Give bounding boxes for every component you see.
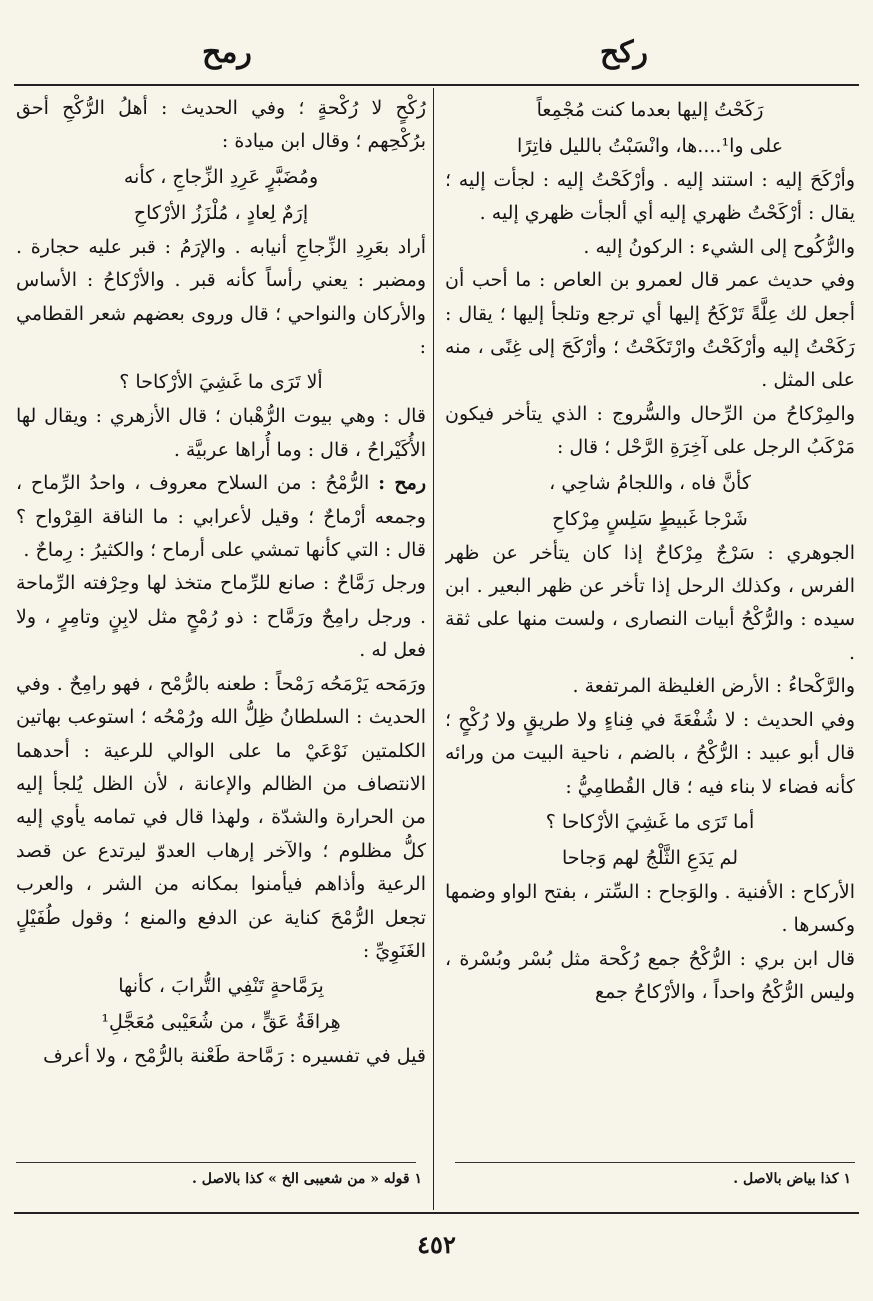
verse-line: أما تَرَى ما غَشِيَ الأرْكاحا ؟ [545,810,755,833]
paragraph: أراد بعَرِدِ الزِّجاجِ أنيابه . والإرَمُ : قبر عليه حجارة . ومضبر : يعني رأساً كأنه قبر . والأرْكاحُ : الأساس والأركان والنواحي ؛ قال وروى بعضهم شعر القطامي : [16,235,426,359]
verse-line: شَرْجا غَبيطٍ سَلِسٍ مِرْكاحِ [552,507,748,530]
footnote-left: ١ قوله « من شعيبى الخ » كذا بالاصل . [192,1171,422,1187]
paragraph: قال : وهي بيوت الرُّهْبان ؛ قال الأزهري : ويقال لها الأُكَيْراحُ ، قال : وما أُراها عربيَّة . [16,405,426,461]
entry-headword: رمح : [378,472,426,495]
verse-line: إرَمٌ لِعادٍ ، مُلْزَزُ الأرْكاحِ [133,201,309,224]
header-root-right: ركح [599,35,648,70]
verse-line: بِرَمَّاحةٍ تَنْفِي التُّرابَ ، كأنها [118,975,324,998]
page-number: ٤٥٢ [417,1230,456,1259]
paragraph: وأرْكَحَ إليه : استند إليه . وأرْكَحْتُ إليه : لجأت إليه ؛ يقال : أرْكَحْتُ ظهري إليه أي ألجأت ظهري إليه . [445,169,855,225]
paragraph: الأركاح : الأفنية . والوَجاح : السِّتر ، بفتح الواو وضمها وكسرها . [445,880,855,937]
paragraph: ورَمَحه يَرْمَحُه رَمْحاً : طعنه بالرُّمْح ، فهو رامِحٌ . وفي الحديث : السلطانُ ظِلُّ الله ورُمْحُه ؛ استوعب بهاتين الكلمتين نَوْعَيْ ما على الوالي للرعية : أحدهما الانتصاف من الظالم والإعانة ، لأن الظل يُلجأ إليه من الحرارة والشدّة ، ولهذا قال في تمامه يأوي إليه كلُّ مظلوم ؛ والآخر إرهاب العدوّ ليرتدع عن قصد الرعية وأذاهم فيأمنوا بمكانه من الشر ، والعرب تجعل الرُّمْحَ كناية عن الدفع والمنع ؛ وقول طُفَيْلٍ الغَنَوِيِّ : [16,672,426,962]
verse-line: على وا¹....ها، وانْسَبْتُ بالليل فاتِرًا [516,135,784,157]
verse-line: ومُضَبَّرٍ عَرِدِ الزِّجاجِ ، كأنه [123,165,319,188]
footnote-rule-left [16,1162,416,1163]
paragraph: رُكْحٍ لا رُكْحةٍ ؛ وفي الحديث : أهلُ الرُّكْحِ أحق برُكْحِهم ؛ وقال ابن ميادة : [16,97,426,153]
entry-text: الرُّمْحُ : من السلاح معروف ، واحدُ الرِّماح ، وجمعه أرْماحٌ ؛ وقيل لأعرابي : ما الناقة القِرْواح ؟ قال : التي كأنها تمشي على أرماح ؛ والكثيرُ : رِماحٌ . [16,472,426,562]
paragraph: الجوهري : سَرْجٌ مِرْكاحٌ إذا كان يتأخر عن ظهر الفرس ، وكذلك الرحل إذا تأخر عن ظهر البعير . ابن سيده : والرُّكْحُ أبيات النصارى ، ولست منها على ثقة . [445,541,855,664]
verse-line: ألا تَرَى ما غَشِيَ الأرْكاحا ؟ [119,371,323,394]
verse-line: كأنَّ فاه ، واللجامُ شاحِي ، [549,471,751,494]
paragraph: والمِرْكاحُ من الرِّحال والسُّروج : الذي يتأخر فيكون مَرْكَبُ الرجل على آخِرَةِ الرَّحْل ؛ قال : [445,402,855,459]
paragraph: قيل في تفسيره : رَمَّاحة طَعْنة بالرُّمْح ، ولا أعرف [43,1045,426,1068]
footnote-right: ١ كذا بياض بالاصل . [733,1171,851,1187]
verse-line: لم يَدَعِ الثَّلْجُ لهم وَجاحا [562,846,738,869]
left-column [16,92,426,1182]
paragraph: والرُّكُوح إلى الشيء : الركونُ إليه . [583,235,855,258]
paragraph: والرَّكْحاءُ : الأرض الغليظة المرتفعة . [572,675,855,698]
header-root-left: رمح [202,35,252,70]
footnote-rule-right [455,1162,855,1163]
bottom-rule [14,1212,859,1214]
paragraph: وفي حديث عمر قال لعمرو بن العاص : ما أحب أن أجعل لك عِلَّةً تَرْكَحُ إليها أي ترجع وتلجأ إليها ؛ يقال : رَكَحْتُ إليه وأرْكَحْتُ وارْتَكَحْتُ ؛ وأرْكَحَ إلى غِنًى ، منه على المثل . [445,269,855,392]
paragraph: قال ابن بري : الرُّكْحُ جمع رُكْحة مثل بُسْر وبُسْرة ، وليس الرُّكْحُ واحداً ، والأرْكاحُ جمع [445,947,855,1004]
entry-paragraph [16,467,426,567]
column-separator [433,88,434,1210]
verse-line: هِراقَةُ عَقٍّ ، من شُعَيْبى مُعَجَّلِ¹ [101,1011,341,1034]
paragraph: وفي الحديث : لا شُفْعَةَ في فِناءٍ ولا طريقٍ ولا رُكْحٍ ؛ قال أبو عبيد : الرُّكْحُ ، بالضم ، ناحية البيت من ورائه كأنه فضاء لا بناء فيه ؛ قال القُطامِيُّ : [445,708,855,798]
right-column [445,92,855,1182]
top-rule [14,84,859,86]
verse-line: رَكَحْتُ إليها بعدما كنت مُجْمِعاً [536,99,764,121]
paragraph: ورجل رَمَّاحٌ : صانع للرِّماح متخذ لها وحِرْفته الرِّماحة . ورجل رامِحٌ ورَمَّاح : ذو رُمْحٍ مثل لابِنٍ وتامِرٍ ، ولا فعل له . [16,572,426,662]
